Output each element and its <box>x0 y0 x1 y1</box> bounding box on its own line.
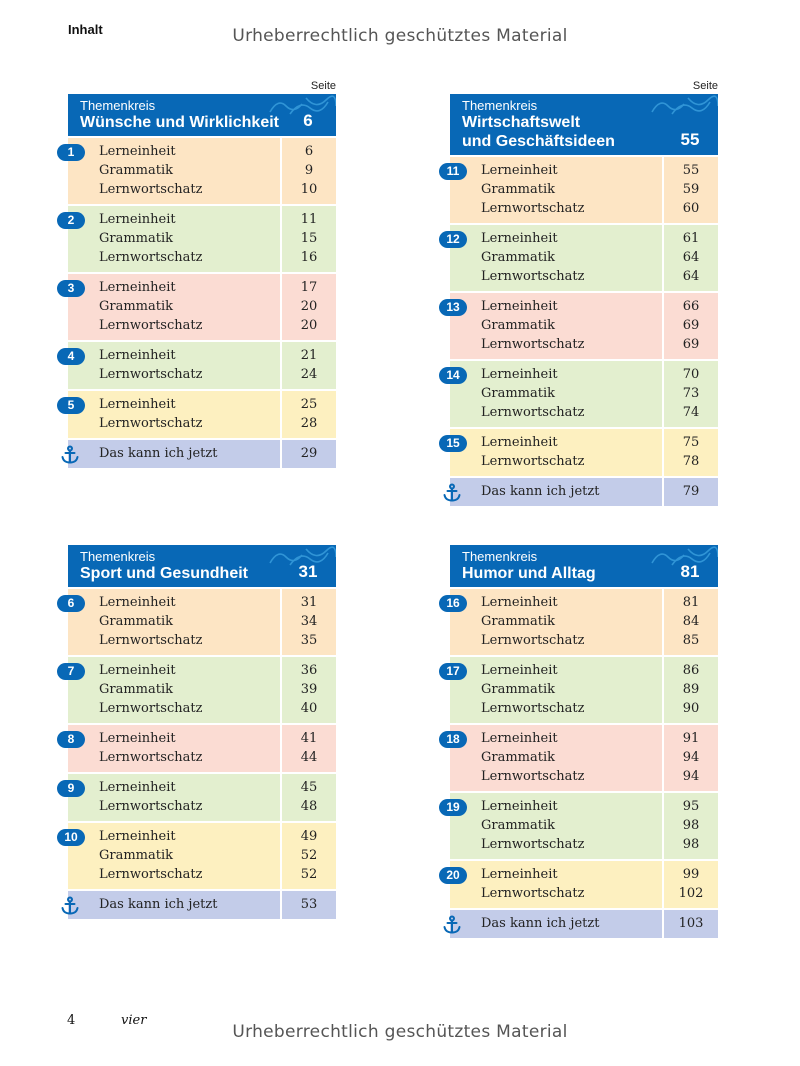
entry-label: Lerneinheit <box>481 663 558 678</box>
entry-page-number: 25 <box>300 397 318 412</box>
unit-pages <box>662 429 718 476</box>
entry-page-number: 75 <box>682 435 700 450</box>
unit-pages <box>662 910 718 938</box>
theme-block-4 <box>446 531 718 938</box>
entry-label: Grammatik <box>99 231 174 246</box>
unit-section <box>446 791 718 859</box>
unit-number-badge: 13 <box>439 299 467 316</box>
theme-block-2 <box>446 80 718 506</box>
theme-title: Wünsche und Wirklichkeit <box>80 114 279 131</box>
unit-number-badge: 12 <box>439 231 467 248</box>
entry-page-number: 98 <box>682 818 700 833</box>
unit-entries <box>450 478 662 506</box>
entry-label: Lerneinheit <box>99 397 176 412</box>
entry-page-number: 24 <box>300 367 318 382</box>
entry-label: Lernwortschatz <box>99 416 203 431</box>
theme-page-number: 81 <box>680 562 700 581</box>
entry-page-number: 35 <box>300 633 318 648</box>
unit-section <box>450 476 718 506</box>
entry-label: Grammatik <box>99 682 174 697</box>
unit-pages <box>280 657 336 723</box>
wave-decoration-icon <box>648 94 718 116</box>
entry-page-number: 94 <box>682 750 700 765</box>
entry-label: Grammatik <box>99 614 174 629</box>
unit-number-badge: 10 <box>57 829 85 846</box>
entry-page-number: 39 <box>300 682 318 697</box>
entry-label: Lerneinheit <box>481 595 558 610</box>
unit-pages <box>280 138 336 204</box>
unit-pages <box>662 293 718 359</box>
entry-label: Das kann ich jetzt <box>99 446 218 461</box>
entry-page-number: 79 <box>682 484 700 499</box>
theme-kicker: Themenkreis <box>80 98 156 113</box>
entry-label: Grammatik <box>481 386 556 401</box>
entry-page-number: 9 <box>304 163 314 178</box>
entry-page-number: 86 <box>682 663 700 678</box>
unit-pages <box>280 589 336 655</box>
unit-number-badge: 5 <box>57 397 85 414</box>
entry-page-number: 73 <box>682 386 700 401</box>
entry-label: Grammatik <box>481 614 556 629</box>
unit-pages <box>662 725 718 791</box>
entry-label: Grammatik <box>481 750 556 765</box>
entry-page-number: 61 <box>682 231 700 246</box>
entry-label: Lerneinheit <box>481 799 558 814</box>
theme-kicker: Themenkreis <box>462 98 538 113</box>
unit-number-badge: 18 <box>439 731 467 748</box>
unit-entries <box>68 725 280 772</box>
entry-page-number: 45 <box>300 780 318 795</box>
unit-number-badge: 9 <box>57 780 85 797</box>
entry-label: Das kann ich jetzt <box>99 897 218 912</box>
unit-section <box>68 136 336 204</box>
unit-pages <box>280 274 336 340</box>
entry-label: Lernwortschatz <box>99 701 203 716</box>
entry-page-number: 60 <box>682 201 700 216</box>
unit-entries <box>68 206 280 272</box>
entry-label: Lerneinheit <box>481 867 558 882</box>
unit-number-badge: 14 <box>439 367 467 384</box>
unit-section <box>446 223 718 291</box>
entry-page-number: 49 <box>300 829 318 844</box>
entry-label: Lernwortschatz <box>99 867 203 882</box>
unit-entries <box>450 657 662 723</box>
unit-section <box>450 908 718 938</box>
entry-label: Lerneinheit <box>99 144 176 159</box>
theme-block-3 <box>64 531 336 919</box>
watermark-bottom: Urheberrechtlich geschütztes Material <box>232 1022 568 1042</box>
unit-number-badge: 7 <box>57 663 85 680</box>
entry-label: Lerneinheit <box>481 367 558 382</box>
entry-page-number: 70 <box>682 367 700 382</box>
entry-page-number: 48 <box>300 799 318 814</box>
entry-page-number: 89 <box>682 682 700 697</box>
unit-number-badge: 4 <box>57 348 85 365</box>
unit-section <box>68 272 336 340</box>
unit-entries <box>450 861 662 908</box>
entry-page-number: 78 <box>682 454 700 469</box>
section-label: Inhalt <box>68 22 103 37</box>
unit-pages <box>662 361 718 427</box>
entry-label: Lernwortschatz <box>481 886 585 901</box>
entry-label: Lernwortschatz <box>99 633 203 648</box>
unit-number-badge: 15 <box>439 435 467 452</box>
theme-kicker: Themenkreis <box>462 549 538 564</box>
entry-label: Lernwortschatz <box>481 633 585 648</box>
unit-entries <box>450 225 662 291</box>
unit-number-badge: 17 <box>439 663 467 680</box>
entry-page-number: 44 <box>300 750 318 765</box>
entry-page-number: 64 <box>682 250 700 265</box>
entry-label: Lerneinheit <box>99 595 176 610</box>
anchor-icon <box>442 483 462 503</box>
unit-pages <box>280 440 336 468</box>
entry-page-number: 66 <box>682 299 700 314</box>
unit-entries <box>450 725 662 791</box>
entry-label: Lerneinheit <box>99 829 176 844</box>
entry-page-number: 29 <box>300 446 318 461</box>
theme-title: Humor und Alltag <box>462 565 596 582</box>
entry-label: Das kann ich jetzt <box>481 484 600 499</box>
unit-pages <box>280 206 336 272</box>
theme-header <box>68 94 336 136</box>
unit-section <box>68 723 336 772</box>
entry-page-number: 21 <box>300 348 318 363</box>
entry-label: Lernwortschatz <box>99 799 203 814</box>
unit-pages <box>280 823 336 889</box>
entry-page-number: 99 <box>682 867 700 882</box>
entry-page-number: 11 <box>300 212 318 227</box>
wave-decoration-icon <box>266 545 336 567</box>
entry-page-number: 90 <box>682 701 700 716</box>
entry-page-number: 81 <box>682 595 700 610</box>
entry-label: Lernwortschatz <box>481 405 585 420</box>
theme-page-number: 6 <box>303 111 313 130</box>
entry-page-number: 17 <box>300 280 318 295</box>
entry-label: Lerneinheit <box>99 780 176 795</box>
unit-section <box>68 204 336 272</box>
unit-pages <box>662 157 718 223</box>
unit-section <box>64 821 336 889</box>
unit-number-badge: 6 <box>57 595 85 612</box>
unit-pages <box>280 891 336 919</box>
unit-section <box>446 723 718 791</box>
unit-number-badge: 11 <box>439 163 467 180</box>
unit-section <box>68 389 336 438</box>
theme-title: Sport und Gesundheit <box>80 565 248 582</box>
unit-pages <box>280 725 336 772</box>
unit-entries <box>68 657 280 723</box>
entry-label: Lernwortschatz <box>99 367 203 382</box>
unit-entries <box>450 157 662 223</box>
entry-page-number: 91 <box>682 731 700 746</box>
unit-entries <box>450 429 662 476</box>
entry-page-number: 69 <box>682 337 700 352</box>
theme-block-1 <box>68 80 336 468</box>
entry-page-number: 94 <box>682 769 700 784</box>
unit-section <box>446 655 718 723</box>
entry-page-number: 15 <box>300 231 318 246</box>
entry-label: Lerneinheit <box>99 663 176 678</box>
page-number-word: vier <box>121 1013 147 1028</box>
unit-pages <box>662 225 718 291</box>
entry-label: Lerneinheit <box>481 163 558 178</box>
theme-kicker: Themenkreis <box>80 549 156 564</box>
entry-label: Grammatik <box>99 163 174 178</box>
theme-header <box>450 94 718 155</box>
unit-entries <box>450 361 662 427</box>
seite-label: Seite <box>692 80 718 92</box>
entry-page-number: 52 <box>300 867 318 882</box>
entry-page-number: 31 <box>300 595 318 610</box>
unit-section <box>446 859 718 908</box>
unit-entries <box>68 391 280 438</box>
unit-entries <box>450 910 662 938</box>
entry-label: Lerneinheit <box>99 280 176 295</box>
entry-label: Das kann ich jetzt <box>481 916 600 931</box>
entry-page-number: 10 <box>300 182 318 197</box>
entry-label: Lerneinheit <box>481 731 558 746</box>
entry-page-number: 102 <box>678 886 704 901</box>
entry-label: Lernwortschatz <box>481 837 585 852</box>
entry-page-number: 95 <box>682 799 700 814</box>
unit-entries <box>68 274 280 340</box>
unit-section <box>446 155 718 223</box>
unit-section <box>446 291 718 359</box>
unit-section <box>68 340 336 389</box>
entry-page-number: 20 <box>300 318 318 333</box>
entry-page-number: 28 <box>300 416 318 431</box>
unit-section <box>68 587 336 655</box>
entry-label: Lerneinheit <box>99 348 176 363</box>
watermark-top: Urheberrechtlich geschütztes Material <box>232 26 568 46</box>
entry-page-number: 41 <box>300 731 318 746</box>
unit-section <box>446 427 718 476</box>
entry-label: Grammatik <box>99 299 174 314</box>
unit-entries <box>68 440 280 468</box>
unit-number-badge: 8 <box>57 731 85 748</box>
anchor-icon <box>60 445 80 465</box>
wave-decoration-icon <box>266 94 336 116</box>
unit-number-badge: 3 <box>57 280 85 297</box>
unit-entries <box>68 774 280 821</box>
entry-label: Lernwortschatz <box>99 250 203 265</box>
anchor-icon <box>442 915 462 935</box>
unit-entries <box>450 293 662 359</box>
entry-label: Lerneinheit <box>99 731 176 746</box>
unit-number-badge: 20 <box>439 867 467 884</box>
unit-number-badge: 16 <box>439 595 467 612</box>
anchor-icon <box>60 896 80 916</box>
wave-decoration-icon <box>648 545 718 567</box>
theme-page-number: 55 <box>680 130 700 149</box>
entry-label: Lernwortschatz <box>481 769 585 784</box>
unit-section <box>68 438 336 468</box>
entry-label: Lernwortschatz <box>481 269 585 284</box>
theme-title: und Geschäftsideen <box>462 133 615 150</box>
unit-entries <box>68 342 280 389</box>
entry-page-number: 52 <box>300 848 318 863</box>
theme-header <box>450 545 718 587</box>
unit-entries <box>68 823 280 889</box>
entry-page-number: 103 <box>678 916 704 931</box>
unit-pages <box>662 861 718 908</box>
unit-number-badge: 1 <box>57 144 85 161</box>
unit-number-badge: 2 <box>57 212 85 229</box>
theme-title: Wirtschaftswelt <box>462 114 581 131</box>
entry-page-number: 85 <box>682 633 700 648</box>
unit-section <box>68 772 336 821</box>
theme-text <box>68 94 280 136</box>
theme-page-number: 31 <box>298 562 318 581</box>
theme-text <box>450 94 662 155</box>
entry-label: Lerneinheit <box>481 231 558 246</box>
unit-section <box>68 889 336 919</box>
unit-section <box>446 359 718 427</box>
entry-label: Grammatik <box>481 682 556 697</box>
entry-page-number: 20 <box>300 299 318 314</box>
page-number: 4 <box>67 1013 76 1028</box>
unit-pages <box>280 342 336 389</box>
unit-entries <box>68 589 280 655</box>
entry-label: Lernwortschatz <box>99 318 203 333</box>
entry-page-number: 6 <box>304 144 314 159</box>
unit-entries <box>450 793 662 859</box>
entry-label: Grammatik <box>99 848 174 863</box>
theme-header <box>68 545 336 587</box>
entry-label: Grammatik <box>481 818 556 833</box>
unit-entries <box>68 138 280 204</box>
unit-pages <box>280 774 336 821</box>
entry-label: Lerneinheit <box>481 299 558 314</box>
entry-label: Lerneinheit <box>481 435 558 450</box>
entry-page-number: 98 <box>682 837 700 852</box>
entry-label: Lernwortschatz <box>481 701 585 716</box>
entry-page-number: 40 <box>300 701 318 716</box>
entry-page-number: 53 <box>300 897 318 912</box>
unit-pages <box>662 589 718 655</box>
entry-label: Lernwortschatz <box>99 182 203 197</box>
theme-text <box>450 545 662 587</box>
theme-text <box>68 545 280 587</box>
unit-pages <box>662 478 718 506</box>
entry-page-number: 69 <box>682 318 700 333</box>
entry-page-number: 55 <box>682 163 700 178</box>
unit-number-badge: 19 <box>439 799 467 816</box>
entry-label: Grammatik <box>481 182 556 197</box>
entry-page-number: 64 <box>682 269 700 284</box>
entry-label: Lernwortschatz <box>481 454 585 469</box>
entry-page-number: 59 <box>682 182 700 197</box>
unit-section <box>446 587 718 655</box>
entry-label: Grammatik <box>481 250 556 265</box>
unit-pages <box>280 391 336 438</box>
unit-pages <box>662 793 718 859</box>
unit-entries <box>450 589 662 655</box>
seite-label: Seite <box>310 80 336 92</box>
entry-page-number: 74 <box>682 405 700 420</box>
entry-page-number: 36 <box>300 663 318 678</box>
entry-label: Lernwortschatz <box>99 750 203 765</box>
entry-page-number: 34 <box>300 614 318 629</box>
entry-label: Lerneinheit <box>99 212 176 227</box>
entry-page-number: 84 <box>682 614 700 629</box>
unit-entries <box>68 891 280 919</box>
entry-label: Grammatik <box>481 318 556 333</box>
entry-label: Lernwortschatz <box>481 201 585 216</box>
unit-pages <box>662 657 718 723</box>
entry-label: Lernwortschatz <box>481 337 585 352</box>
unit-section <box>68 655 336 723</box>
entry-page-number: 16 <box>300 250 318 265</box>
